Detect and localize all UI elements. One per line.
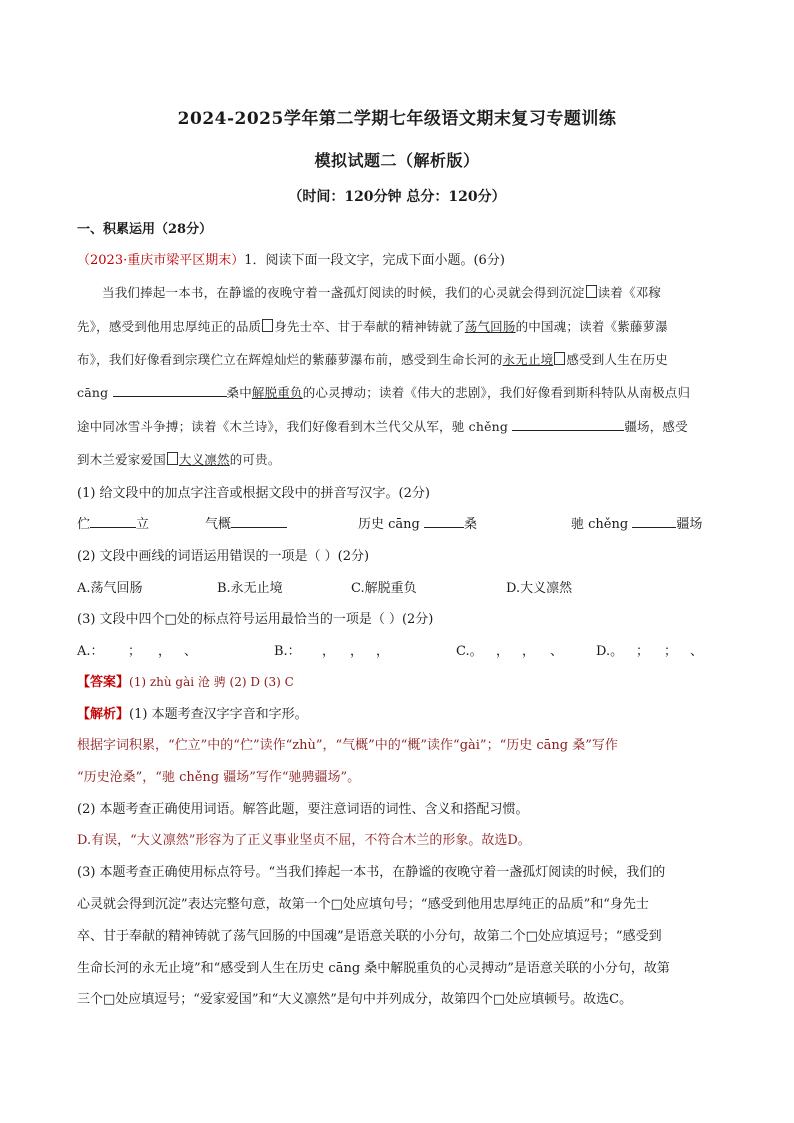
fill-item-3 bbox=[358, 513, 477, 532]
option-mark: ， bbox=[322, 644, 336, 659]
answer-blank[interactable] bbox=[90, 515, 136, 528]
passage-text: 先》，感受到他用忠厚纯正的品质 bbox=[77, 319, 262, 334]
passage-text: 桑中 bbox=[226, 385, 252, 400]
option-b[interactable]: B.永无止境 bbox=[217, 581, 283, 596]
sub-question-2: (2) 文段中画线的词语运用错误的一项是（ ）(2分) bbox=[77, 549, 370, 564]
answer-blank[interactable] bbox=[231, 515, 287, 528]
option-c[interactable]: C.。 bbox=[456, 644, 483, 659]
passage-text: 身先士卒、甘于奉献的精神铸就了 bbox=[274, 319, 465, 334]
analysis-line-5: D.有误，“大义凛然”形容为了正义事业坚贞不屈，不符合木兰的形象。故选D。 bbox=[77, 833, 531, 848]
analysis-text: (1) 本题考查汉字字音和字形。 bbox=[129, 707, 308, 722]
punct-box-4 bbox=[167, 452, 178, 465]
option-b[interactable]: B.： bbox=[274, 644, 301, 659]
document-subtitle: 模拟试题二（解析版） bbox=[314, 151, 480, 170]
punct-box-1 bbox=[586, 285, 597, 298]
option-a[interactable]: A.： bbox=[77, 644, 104, 659]
option-mark: ， bbox=[376, 644, 390, 659]
char-text: 气概 bbox=[205, 517, 232, 532]
passage-line-6 bbox=[77, 450, 281, 468]
analysis-line-8: 卒、甘于奉献的精神铸就了荡气回肠的中国魂”是语意关联的小分句，故第二个□处应填逗号；“感受到 bbox=[77, 929, 662, 944]
passage-line-2 bbox=[77, 317, 668, 335]
passage-text: 疆场，感受 bbox=[624, 419, 688, 434]
char-text: 桑 bbox=[464, 517, 478, 532]
option-mark: ， bbox=[350, 644, 364, 659]
underlined-phrase: 解脱重负 bbox=[251, 385, 303, 400]
analysis-line-10: 三个□处应填逗号；“爱家爱国”和“大义凛然”是句中并列成分，故第四个□处应填顿号。故选C。 bbox=[77, 992, 633, 1007]
passage-text: 的心灵搏动；读着《伟大的悲剧》，我们好像看到斯科特队从南极点归 bbox=[302, 385, 691, 400]
option-c[interactable]: C.解脱重负 bbox=[351, 581, 417, 596]
question-stem: 1．阅读下面一段文字，完成下面小题。(6分) bbox=[244, 253, 505, 268]
option-d[interactable]: D.大义凛然 bbox=[506, 581, 573, 596]
answer-text: (1) zhù gài 沧 骋 (2) D (3) C bbox=[129, 675, 294, 689]
char-text: 立 bbox=[136, 517, 150, 532]
fill-item-4 bbox=[571, 513, 702, 532]
answer-tag: 【答案】 bbox=[77, 675, 130, 690]
option-a[interactable]: A.荡气回肠 bbox=[77, 581, 143, 596]
passage-text: 感受到人生在历史 bbox=[566, 352, 668, 367]
answer-blank[interactable] bbox=[512, 418, 624, 431]
pinyin-text: cāng bbox=[77, 385, 109, 400]
char-text: 疆场 bbox=[676, 517, 703, 532]
passage-text: 的可贵。 bbox=[229, 452, 281, 467]
analysis-line-2: 根据字词积累，“伫立”中的“伫”读作“zhù”，“气概”中的“概”读作“gài”；“历史 cāng 桑”写作 bbox=[77, 738, 618, 753]
option-mark: ； bbox=[664, 644, 678, 659]
answer-blank[interactable] bbox=[424, 515, 464, 528]
analysis-line-7: 心灵就会得到沉淀”表达完整句意，故第一个□处应填句号；“感受到他用忠厚纯正的品质”和“身先士 bbox=[77, 897, 649, 912]
analysis-line-4: (2) 本题考查正确使用词语。解答此题，要注意词语的词性、含义和搭配习惯。 bbox=[77, 802, 529, 817]
question-1-header bbox=[77, 249, 505, 268]
answer-line bbox=[77, 671, 294, 690]
sub-question-3: (3) 文段中四个□处的标点符号运用最恰当的一项是（ ）(2分) bbox=[77, 612, 434, 627]
sub-question-1: (1) 给文段中的加点字注音或根据文段中的拼音写汉字。(2分) bbox=[77, 486, 430, 501]
question-source: （2023·重庆市梁平区期末） bbox=[77, 253, 245, 268]
passage-line-5 bbox=[77, 417, 688, 435]
passage-text: 读着《邓稼 bbox=[597, 285, 662, 300]
underlined-phrase: 大义凛然 bbox=[178, 452, 230, 467]
option-mark: 、 bbox=[184, 644, 198, 659]
option-mark: ， bbox=[522, 644, 536, 659]
passage-text: 布》，我们好像看到宗璞伫立在辉煌灿烂的紫藤萝瀑布前，感受到生命长河的 bbox=[77, 352, 503, 367]
analysis-line-3: “历史沧桑”，“驰 chěng 疆场”写作“驰骋疆场”。 bbox=[77, 770, 361, 785]
answer-blank[interactable] bbox=[113, 384, 227, 397]
passage-line-1 bbox=[102, 283, 661, 301]
section-heading: 一、积累运用（28分） bbox=[77, 222, 213, 237]
underlined-phrase: 永无止境 bbox=[502, 352, 554, 367]
analysis-line-1 bbox=[77, 703, 308, 722]
option-mark: ； bbox=[128, 644, 142, 659]
char-text: 伫 bbox=[77, 517, 91, 532]
option-mark: 、 bbox=[690, 644, 704, 659]
punct-box-3 bbox=[554, 352, 565, 365]
answer-blank[interactable] bbox=[632, 515, 676, 528]
analysis-line-6: (3) 本题考查正确使用标点符号。“当我们捧起一本书，在静谧的夜晚守着一盏孤灯阅读的时候，我们的 bbox=[77, 865, 666, 880]
passage-text: 途中同冰雪斗争搏；读着《木兰诗》，我们好像看到木兰代父从军，驰 chěng bbox=[77, 419, 509, 434]
option-mark: ， bbox=[158, 644, 172, 659]
passage-line-4 bbox=[77, 383, 690, 401]
option-mark: ； bbox=[636, 644, 650, 659]
option-mark: 、 bbox=[550, 644, 564, 659]
char-text: 驰 chěng bbox=[571, 517, 629, 532]
punct-box-2 bbox=[262, 319, 273, 332]
time-info: （时间：120分钟 总分：120分） bbox=[288, 189, 506, 205]
analysis-tag: 【解析】 bbox=[77, 707, 130, 722]
underlined-phrase: 荡气回肠 bbox=[464, 319, 516, 334]
document-title: 2024-2025学年第二学期七年级语文期末复习专题训练 bbox=[177, 109, 617, 129]
char-text: 历史 cāng bbox=[358, 517, 420, 532]
option-mark: ， bbox=[496, 644, 510, 659]
passage-line-3 bbox=[77, 350, 668, 368]
option-d[interactable]: D.。 bbox=[596, 644, 624, 659]
passage-text: 的中国魂；读着《紫藤萝瀑 bbox=[515, 319, 668, 334]
passage-text: 当我们捧起一本书，在静谧的夜晚守着一盏孤灯阅读的时候，我们的心灵就会得到沉淀 bbox=[102, 285, 585, 300]
fill-item-2 bbox=[205, 513, 287, 532]
fill-item-1 bbox=[77, 513, 149, 532]
analysis-line-9: 生命长河的永无止境”和“感受到人生在历史 cāng 桑中解脱重负的心灵搏动”是语意关联的小分句，故第 bbox=[77, 961, 670, 976]
passage-text: 到木兰爱家爱国 bbox=[77, 452, 166, 467]
